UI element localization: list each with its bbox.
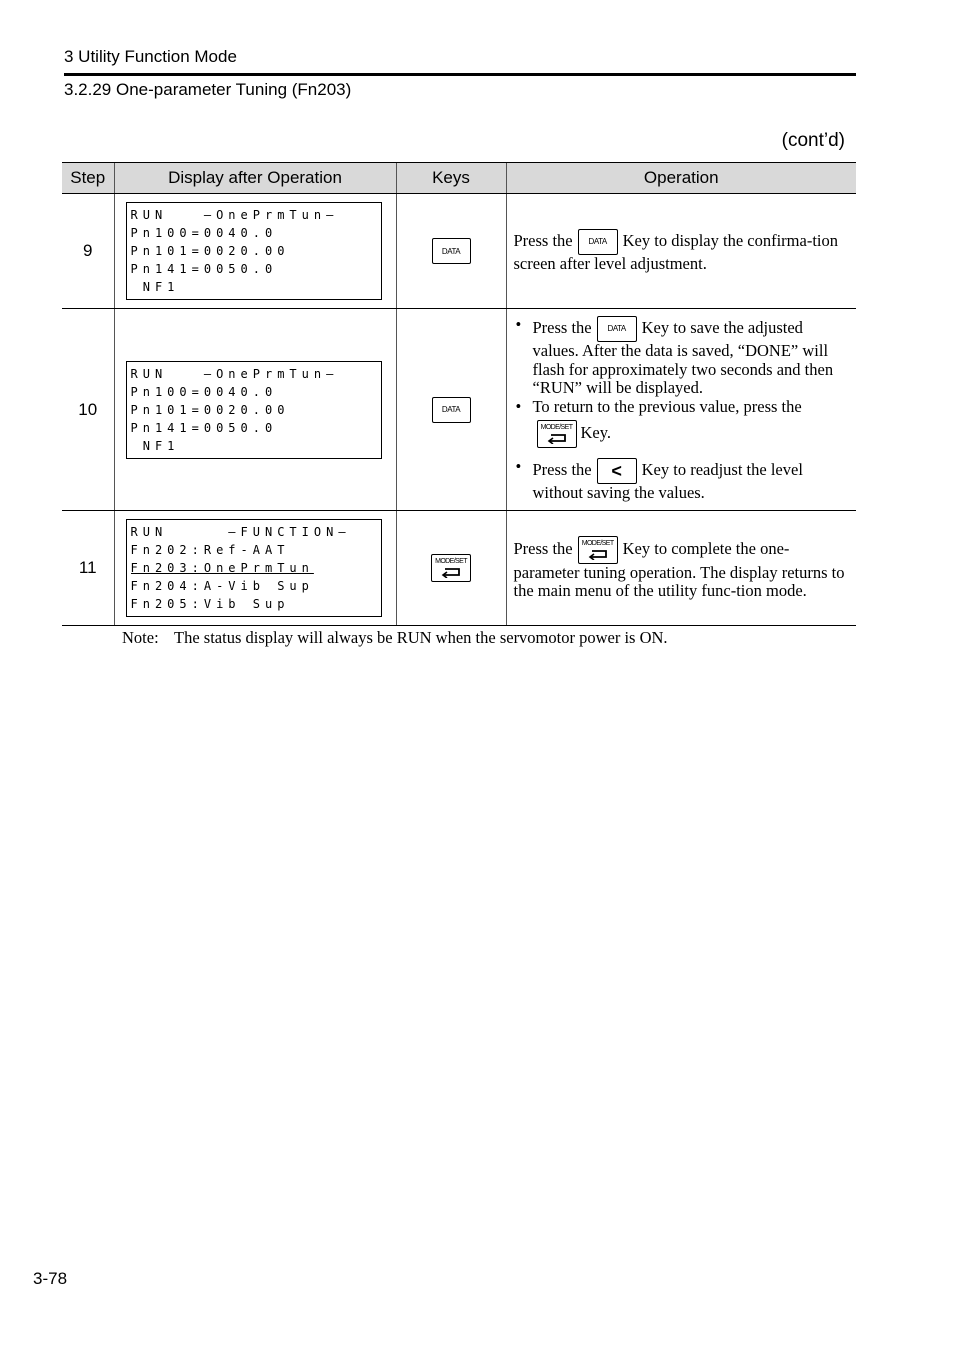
display-cell xyxy=(114,309,396,511)
key-label: MODE/SET xyxy=(540,424,573,432)
display-line: RUN —OnePrmTun— xyxy=(130,208,339,222)
return-arrow-icon xyxy=(546,433,568,444)
display-line: Fn204:A-Vib Sup xyxy=(130,579,314,593)
operation-text: To return to the previous value, press the xyxy=(532,396,802,416)
operation-text: Key. xyxy=(580,423,612,443)
operation-text: Press the xyxy=(513,230,573,250)
display-line: Pn100=0040.0 xyxy=(130,384,278,399)
key-label: < xyxy=(611,461,622,481)
left-arrow-key-icon xyxy=(597,458,637,484)
display-line: Pn101=0020.00 xyxy=(130,402,290,417)
key-label: MODE/SET xyxy=(581,539,614,547)
return-arrow-icon xyxy=(440,567,462,578)
list-item: • Press the < Key to readjust the level without saving the values. xyxy=(515,457,803,503)
operator-display xyxy=(126,361,382,459)
data-key-icon: DATA xyxy=(432,238,471,264)
keys-cell xyxy=(396,194,506,309)
operation-text: Key to save the adjusted values. After the data is saved, “DONE” will flash for approximately two seconds and then “RUN” will be displayed. xyxy=(532,318,834,398)
table-header-row xyxy=(62,163,856,194)
display-line: NF1 xyxy=(130,438,180,453)
table-row xyxy=(62,309,856,511)
step-number: 9 xyxy=(62,194,114,309)
column-header-operation: Operation xyxy=(506,163,856,194)
display-line: Fn202:Ref-AAT xyxy=(130,543,290,557)
return-arrow-icon xyxy=(587,549,609,560)
display-line: Pn101=0020.00 xyxy=(130,244,290,258)
operation-text: Press the xyxy=(532,318,592,338)
list-item: • Press the DATA Key to save the adjusted values. After the data is saved, “DONE” will flash for approximately two seconds and then “RUN” will be displayed. xyxy=(515,315,834,398)
operation-text: Key to readjust the level without saving the values. xyxy=(532,460,803,503)
step-number: 10 xyxy=(62,309,114,511)
mode-set-key-icon xyxy=(431,554,471,582)
display-line: RUN —FUNCTION— xyxy=(130,525,351,539)
note-text: The status display will always be RUN when the servomotor power is ON. xyxy=(174,628,668,647)
operation-cell xyxy=(506,194,856,309)
step-number: 11 xyxy=(62,511,114,626)
procedure-table xyxy=(62,162,856,626)
section-heading: 3.2.29 One-parameter Tuning (Fn203) xyxy=(64,80,352,99)
page-number: 3-78 xyxy=(33,1269,68,1288)
operation-cell xyxy=(506,511,856,626)
display-cell xyxy=(114,511,396,626)
display-line: Fn203:OnePrmTun xyxy=(130,561,314,575)
operator-display xyxy=(126,519,382,617)
header-rule xyxy=(64,73,856,76)
display-line: Pn141=0050.0 xyxy=(130,262,278,276)
chapter-heading: 3 Utility Function Mode xyxy=(64,47,237,66)
operation-text: Press the xyxy=(513,538,573,558)
column-header-step: Step xyxy=(62,163,114,194)
keys-cell xyxy=(396,309,506,511)
list-item: • To return to the previous value, press the MODE/SET Key. xyxy=(514,398,849,453)
table-note xyxy=(122,628,668,648)
column-header-keys: Keys xyxy=(396,163,506,194)
column-header-display: Display after Operation xyxy=(114,163,396,194)
operation-text: Key to display the confirma-tion screen after level adjustment. xyxy=(513,230,838,273)
display-line: Fn205:Vib Sup xyxy=(130,597,290,611)
operation-list xyxy=(514,316,849,503)
mode-set-key-icon xyxy=(578,536,618,564)
table-row xyxy=(62,511,856,626)
note-label: Note: xyxy=(122,628,159,647)
operation-cell xyxy=(506,309,856,511)
operator-display xyxy=(126,202,382,300)
display-line: Pn100=0040.0 xyxy=(130,226,278,240)
display-cell xyxy=(114,194,396,309)
data-key-icon: DATA xyxy=(432,397,471,423)
continued-label: (cont’d) xyxy=(781,130,845,151)
operation-text: Press the xyxy=(532,460,592,480)
operation-text: Key to complete the one-parameter tuning operation. The display returns to the main menu of the utility func-tion mode. xyxy=(513,538,845,600)
display-line: Pn141=0050.0 xyxy=(130,420,278,435)
key-label: MODE/SET xyxy=(435,558,467,565)
keys-cell xyxy=(396,511,506,626)
mode-set-key-icon xyxy=(537,420,577,448)
data-key-icon: DATA xyxy=(597,316,637,342)
table-row xyxy=(62,194,856,309)
data-key-icon: DATA xyxy=(578,229,618,255)
display-line: NF1 xyxy=(130,280,180,294)
display-line: RUN —OnePrmTun— xyxy=(130,366,339,381)
